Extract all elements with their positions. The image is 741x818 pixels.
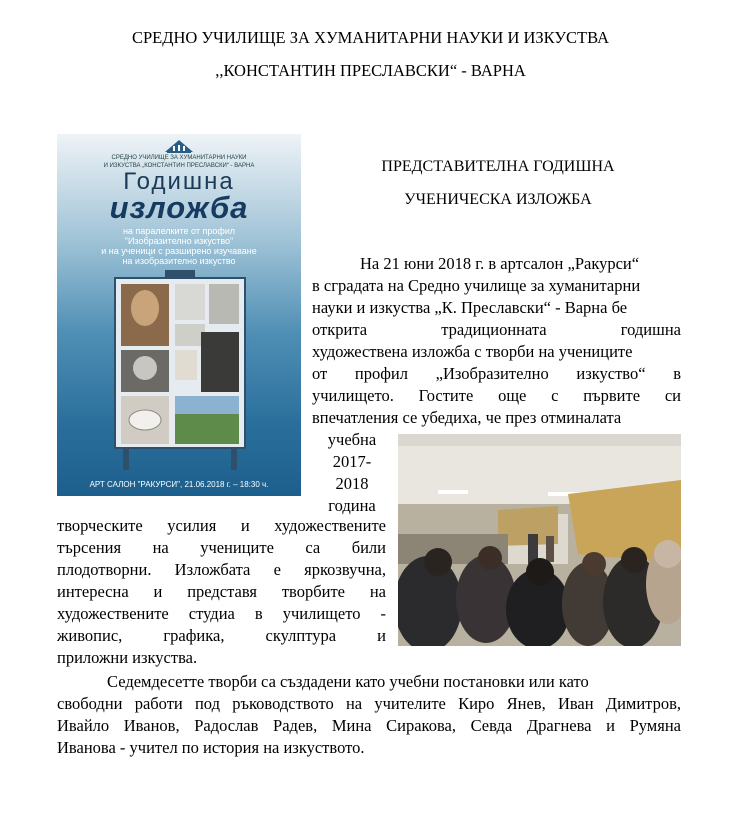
poster-sub-line4: на изобразително изкуство	[122, 256, 236, 266]
poster-subtitle	[57, 226, 301, 266]
poster-artworks-easel	[105, 270, 255, 470]
exhibition-photo	[398, 434, 681, 646]
body-line: открита традиционната годишна	[312, 320, 681, 339]
poster-school-line1: СРЕДНО УЧИЛИЩЕ ЗА ХУМАНИТАРНИ НАУКИ	[111, 155, 247, 161]
poster-title-exhibition: изложба	[109, 190, 249, 225]
body-line: художествените студиа в училището -	[57, 604, 386, 623]
body-line: търсения на учениците са били	[57, 538, 386, 557]
poster-title-annual: Годишна	[123, 168, 235, 195]
body-line: Ивайло Иванов, Радослав Радев, Мина Сиракова, Севда Драгнева и Румяна	[57, 716, 681, 735]
body-line: училището. Гостите още с първите си	[312, 386, 681, 405]
poster-school-line2: И ИЗКУСТВА „КОНСТАНТИН ПРЕСЛАВСКИ“ - ВАРНА	[103, 163, 255, 169]
body-line: Седемдесетте творби са създадени като учебни постановки или като	[107, 672, 589, 691]
body-line: На 21 юни 2018 г. в артсалон „Ракурси“	[360, 254, 640, 273]
exhibition-crowd-image	[398, 434, 681, 646]
poster-sub-line2: "Изобразително изкуство"	[124, 236, 234, 246]
body-line: 2018	[335, 474, 369, 493]
body-line: в сградата на Средно училище за хуманитарни	[312, 276, 641, 295]
article-title-line2: УЧЕНИЧЕСКА ИЗЛОЖБА	[404, 191, 592, 208]
poster-footer: АРТ САЛОН "РАКУРСИ", 21.06.2018 г. – 18:30 ч.	[89, 480, 269, 489]
body-line: свободни работи под ръководството на учителите Киро Янев, Иван Димитров,	[57, 694, 681, 713]
body-line: приложни изкуства.	[57, 648, 198, 667]
school-logo-icon	[161, 138, 197, 154]
exhibition-poster	[57, 134, 301, 496]
poster-sub-line3: и на ученици с разширено изучаване	[101, 246, 257, 256]
body-line: от профил „Изобразително изкуство“ в	[312, 364, 681, 383]
body-line: 2017-	[332, 452, 372, 471]
body-line: плодотворни. Изложбата е яркозвучна,	[57, 560, 386, 579]
body-line: живопис, графика, скулптура и	[57, 626, 386, 645]
article-title-line1: ПРЕДСТАВИТЕЛНА ГОДИШНА	[381, 158, 615, 175]
body-line: година	[328, 496, 376, 515]
school-patron: ,,КОНСТАНТИН ПРЕСЛАВСКИ“ - ВАРНА	[215, 61, 526, 80]
body-line: творческите усилия и художествените	[57, 516, 386, 535]
body-line: интересна и представя творбите на	[57, 582, 386, 601]
body-line: впечатления се убедиха, че през отминалата	[312, 408, 622, 427]
poster-sub-line1: на паралелките от профил	[122, 226, 236, 236]
body-line: Иванова - учител по история на изкуството.	[57, 738, 365, 757]
body-line: науки и изкуства „К. Преславски“ - Варна бе	[312, 298, 628, 317]
school-name: СРЕДНО УЧИЛИЩЕ ЗА ХУМАНИТАРНИ НАУКИ И ИЗКУСТВА	[131, 28, 610, 47]
body-line: учебна	[327, 430, 377, 449]
body-line: художествена изложба с творби на учениците	[312, 342, 633, 361]
